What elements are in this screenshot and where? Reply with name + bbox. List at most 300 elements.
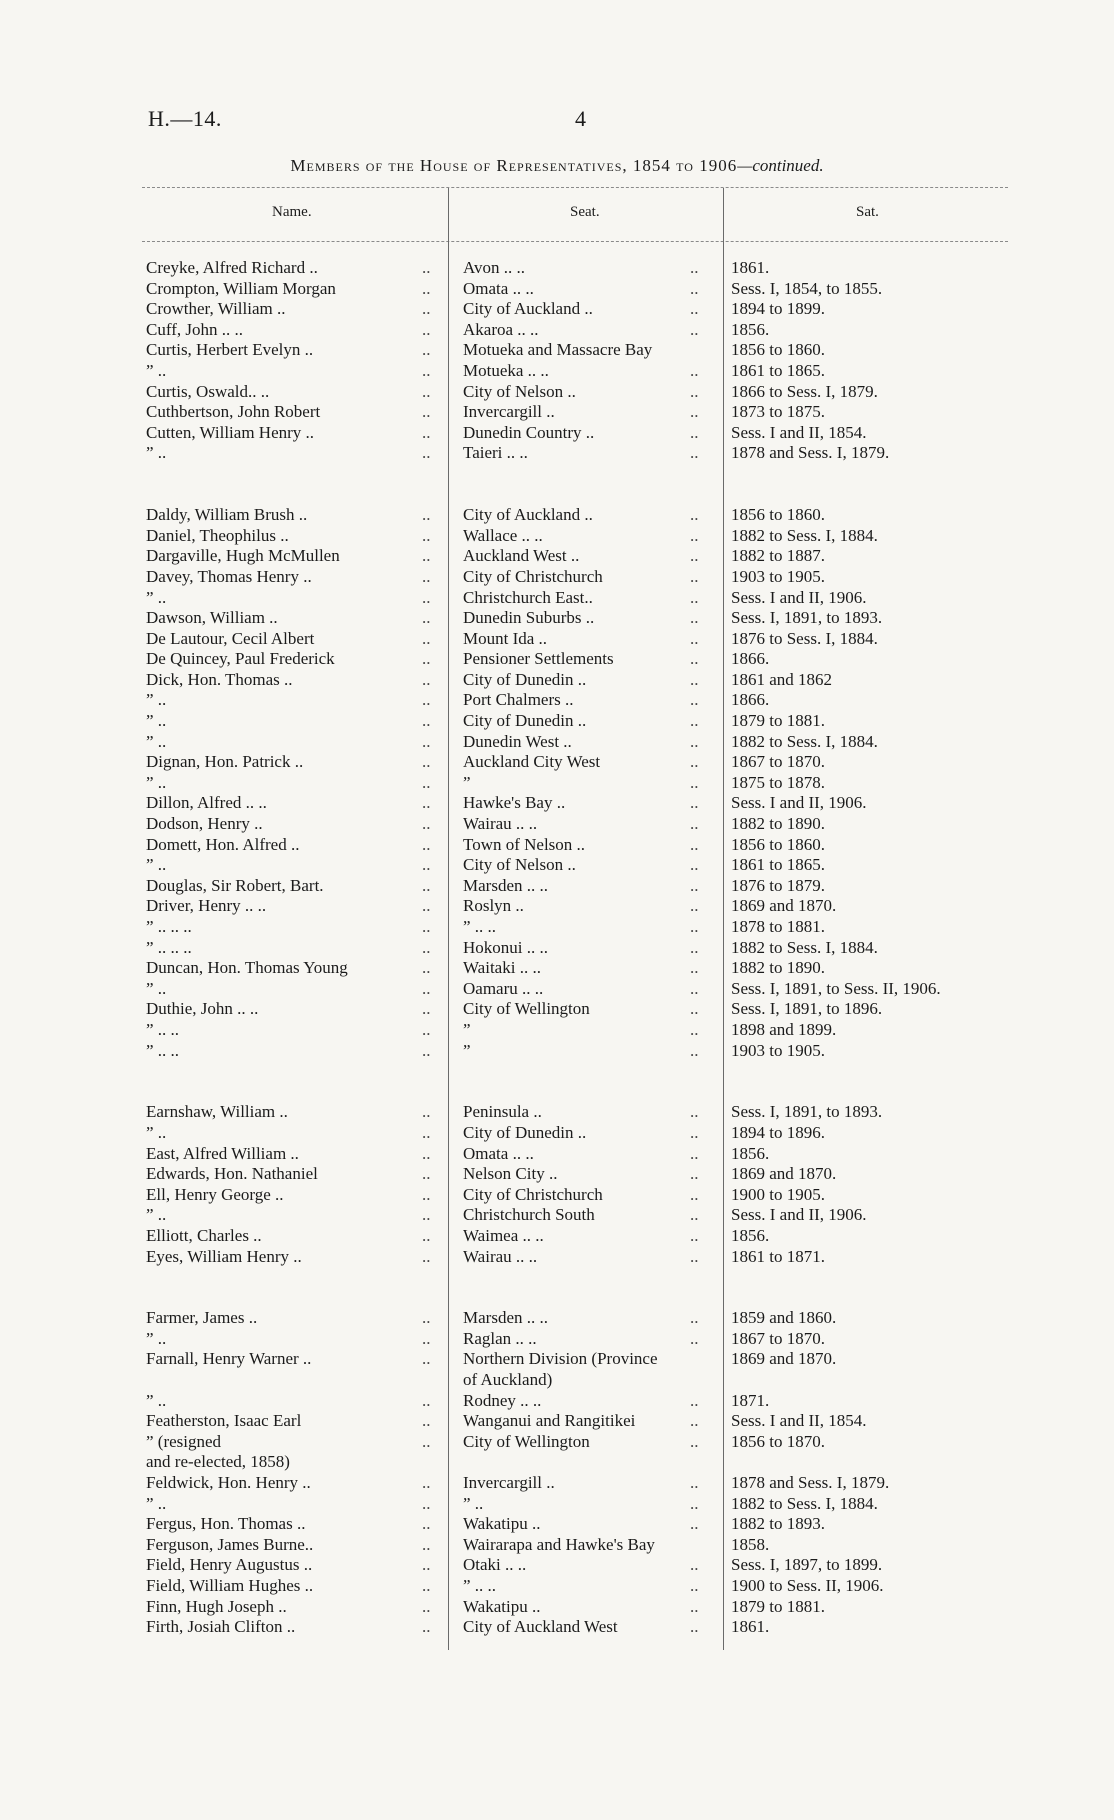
leader-dots: .. bbox=[690, 731, 699, 751]
member-name: ” .. bbox=[146, 1205, 167, 1225]
member-sat: 1875 to 1878. bbox=[731, 772, 825, 792]
member-name: Field, Henry Augustus .. bbox=[146, 1555, 313, 1575]
leader-dots: .. bbox=[690, 546, 699, 566]
table-row bbox=[0, 1597, 1114, 1618]
table-row bbox=[0, 382, 1114, 403]
table-row bbox=[0, 1617, 1114, 1638]
table-row bbox=[0, 1308, 1114, 1329]
member-seat: Dunedin Suburbs .. bbox=[463, 608, 595, 628]
leader-dots: .. bbox=[422, 1019, 431, 1039]
member-sat: 1861 and 1862 bbox=[731, 669, 833, 689]
leader-dots: .. bbox=[422, 1143, 431, 1163]
member-sat: 1903 to 1905. bbox=[731, 1040, 825, 1060]
member-name: Domett, Hon. Alfred .. bbox=[146, 834, 300, 854]
member-sat: 1861 to 1865. bbox=[731, 855, 825, 875]
leader-dots: .. bbox=[422, 669, 431, 689]
leader-dots: .. bbox=[690, 999, 699, 1019]
member-seat: of Auckland) bbox=[463, 1370, 553, 1390]
member-seat: Motueka and Massacre Bay bbox=[463, 340, 653, 360]
member-name: De Lautour, Cecil Albert bbox=[146, 628, 315, 648]
member-sat: Sess. I and II, 1906. bbox=[731, 793, 867, 813]
leader-dots: .. bbox=[422, 587, 431, 607]
leader-dots: .. bbox=[690, 772, 699, 792]
member-sat: Sess. I and II, 1854. bbox=[731, 422, 867, 442]
member-seat: City of Auckland West bbox=[463, 1617, 618, 1637]
member-sat: 1856. bbox=[731, 1225, 770, 1245]
leader-dots: .. bbox=[422, 422, 431, 442]
member-sat: 1858. bbox=[731, 1534, 770, 1554]
leader-dots: .. bbox=[422, 258, 431, 277]
group-spacer bbox=[0, 464, 1114, 505]
leader-dots: .. bbox=[690, 258, 699, 277]
table-row bbox=[0, 1555, 1114, 1576]
leader-dots: .. bbox=[690, 1390, 699, 1410]
member-sat: 1861 to 1865. bbox=[731, 360, 825, 380]
member-sat: 1894 to 1896. bbox=[731, 1122, 825, 1142]
table-row bbox=[0, 917, 1114, 938]
member-sat: 1856 to 1860. bbox=[731, 834, 825, 854]
member-name: ” (resigned bbox=[146, 1431, 222, 1451]
leader-dots: .. bbox=[422, 1102, 431, 1122]
member-sat: 1859 and 1860. bbox=[731, 1308, 837, 1328]
member-name: Duthie, John .. .. bbox=[146, 999, 259, 1019]
member-name: ” .. bbox=[146, 1390, 167, 1410]
leader-dots: .. bbox=[690, 1102, 699, 1122]
leader-dots: .. bbox=[422, 875, 431, 895]
member-seat: Wallace .. .. bbox=[463, 525, 543, 545]
table-row bbox=[0, 1452, 1114, 1473]
table-row bbox=[0, 670, 1114, 691]
table-row bbox=[0, 1102, 1114, 1123]
leader-dots: .. bbox=[422, 278, 431, 298]
leader-dots: .. bbox=[422, 1473, 431, 1493]
member-sat: Sess. I and II, 1906. bbox=[731, 1205, 867, 1225]
leader-dots: .. bbox=[422, 937, 431, 957]
table-title-main: Members of the House of Representatives, 1854 to 1906 bbox=[290, 156, 738, 175]
leader-dots: .. bbox=[422, 1164, 431, 1184]
leader-dots: .. bbox=[422, 402, 431, 422]
leader-dots: .. bbox=[690, 1122, 699, 1142]
member-sat: 1861 to 1871. bbox=[731, 1246, 825, 1266]
leader-dots: .. bbox=[690, 752, 699, 772]
member-name: Crowther, William .. bbox=[146, 299, 286, 319]
table-row bbox=[0, 629, 1114, 650]
table-row bbox=[0, 1411, 1114, 1432]
member-name: Dodson, Henry .. bbox=[146, 814, 263, 834]
leader-dots: .. bbox=[422, 608, 431, 628]
table-row bbox=[0, 814, 1114, 835]
member-name: Field, William Hughes .. bbox=[146, 1576, 314, 1595]
member-name: Davey, Thomas Henry .. bbox=[146, 566, 312, 586]
leader-dots: .. bbox=[690, 1576, 699, 1595]
member-sat: 1856 to 1860. bbox=[731, 505, 825, 525]
member-name: Firth, Josiah Clifton .. bbox=[146, 1617, 296, 1637]
leader-dots: .. bbox=[422, 525, 431, 545]
member-sat: 1882 to Sess. I, 1884. bbox=[731, 937, 878, 957]
member-sat: Sess. I, 1891, to 1893. bbox=[731, 608, 883, 628]
table-row bbox=[0, 979, 1114, 1000]
member-sat: 1861. bbox=[731, 1617, 770, 1637]
member-seat: Avon .. .. bbox=[463, 258, 526, 277]
table-title-cont: —continued. bbox=[737, 156, 824, 175]
leader-dots: .. bbox=[690, 1019, 699, 1039]
member-seat: Oamaru .. .. bbox=[463, 978, 544, 998]
member-sat: 1882 to 1890. bbox=[731, 814, 825, 834]
member-sat: 1894 to 1899. bbox=[731, 299, 825, 319]
member-sat: 1873 to 1875. bbox=[731, 402, 825, 422]
member-seat: City of Dunedin .. bbox=[463, 711, 587, 731]
member-name: Earnshaw, William .. bbox=[146, 1102, 288, 1122]
leader-dots: .. bbox=[422, 814, 431, 834]
leader-dots: .. bbox=[690, 690, 699, 710]
member-seat: Akaroa .. .. bbox=[463, 319, 539, 339]
member-seat: City of Auckland .. bbox=[463, 505, 593, 525]
member-seat: City of Nelson .. bbox=[463, 381, 576, 401]
leader-dots: .. bbox=[690, 855, 699, 875]
member-sat: 1856 to 1860. bbox=[731, 340, 825, 360]
table-row bbox=[0, 773, 1114, 794]
group-spacer bbox=[0, 1061, 1114, 1102]
leader-dots: .. bbox=[690, 1164, 699, 1184]
table-row bbox=[0, 711, 1114, 732]
member-seat: City of Auckland .. bbox=[463, 299, 593, 319]
member-seat: Marsden .. .. bbox=[463, 875, 548, 895]
member-seat: City of Dunedin .. bbox=[463, 669, 587, 689]
member-seat: Waimea .. .. bbox=[463, 1225, 544, 1245]
table-title bbox=[0, 156, 1114, 176]
member-name: Cuthbertson, John Robert bbox=[146, 402, 321, 422]
leader-dots: .. bbox=[690, 628, 699, 648]
leader-dots: .. bbox=[422, 1617, 431, 1637]
member-name: De Quincey, Paul Frederick bbox=[146, 649, 335, 669]
member-sat: 1866. bbox=[731, 690, 770, 710]
leader-dots: .. bbox=[422, 1493, 431, 1513]
member-sat: 1867 to 1870. bbox=[731, 1328, 825, 1348]
member-name: Daldy, William Brush .. bbox=[146, 505, 308, 525]
leader-dots: .. bbox=[690, 834, 699, 854]
member-name: Farmer, James .. bbox=[146, 1308, 258, 1328]
member-seat: Omata .. .. bbox=[463, 1143, 534, 1163]
member-seat: Marsden .. .. bbox=[463, 1308, 548, 1328]
leader-dots: .. bbox=[690, 319, 699, 339]
member-name: ” .. bbox=[146, 772, 167, 792]
member-name: Dick, Hon. Thomas .. bbox=[146, 669, 293, 689]
member-name: ” .. bbox=[146, 587, 167, 607]
member-sat: 1866 to Sess. I, 1879. bbox=[731, 381, 878, 401]
table-row bbox=[0, 1329, 1114, 1350]
leader-dots: .. bbox=[422, 1308, 431, 1328]
leader-dots: .. bbox=[690, 1514, 699, 1534]
leader-dots: .. bbox=[422, 299, 431, 319]
member-sat: Sess. I, 1891, to 1893. bbox=[731, 1102, 883, 1122]
leader-dots: .. bbox=[422, 958, 431, 978]
leader-dots: .. bbox=[422, 1514, 431, 1534]
leader-dots: .. bbox=[422, 1576, 431, 1595]
member-name: Featherston, Isaac Earl bbox=[146, 1411, 302, 1431]
member-seat: Otaki .. .. bbox=[463, 1555, 527, 1575]
member-seat: Waitaki .. .. bbox=[463, 958, 541, 978]
member-name: Cutten, William Henry .. bbox=[146, 422, 315, 442]
leader-dots: .. bbox=[422, 1390, 431, 1410]
member-seat: Town of Nelson .. bbox=[463, 834, 586, 854]
member-seat: ” bbox=[463, 1019, 471, 1039]
leader-dots: .. bbox=[422, 381, 431, 401]
table-row bbox=[0, 999, 1114, 1020]
leader-dots: .. bbox=[422, 1411, 431, 1431]
member-sat: 1882 to 1890. bbox=[731, 958, 825, 978]
leader-dots: .. bbox=[690, 1431, 699, 1451]
table-row bbox=[0, 1020, 1114, 1041]
member-seat: Dunedin West .. bbox=[463, 731, 572, 751]
leader-dots: .. bbox=[690, 278, 699, 298]
member-name: Fergus, Hon. Thomas .. bbox=[146, 1514, 306, 1534]
member-sat: Sess. I, 1891, to 1896. bbox=[731, 999, 883, 1019]
member-sat: 1871. bbox=[731, 1390, 770, 1410]
member-sat: 1869 and 1870. bbox=[731, 1164, 837, 1184]
member-sat: 1882 to Sess. I, 1884. bbox=[731, 1493, 878, 1513]
member-seat: Raglan .. .. bbox=[463, 1328, 537, 1348]
member-seat: ” .. .. bbox=[463, 917, 497, 936]
member-name: Ferguson, James Burne.. bbox=[146, 1534, 314, 1554]
leader-dots: .. bbox=[422, 772, 431, 792]
leader-dots: .. bbox=[690, 711, 699, 731]
member-name: Duncan, Hon. Thomas Young bbox=[146, 958, 348, 978]
member-sat: 1876 to Sess. I, 1884. bbox=[731, 628, 878, 648]
leader-dots: .. bbox=[690, 608, 699, 628]
leader-dots: .. bbox=[422, 731, 431, 751]
member-seat: Invercargill .. bbox=[463, 402, 555, 422]
member-seat: ” .. .. bbox=[463, 1576, 497, 1595]
member-sat: Sess. I and II, 1906. bbox=[731, 587, 867, 607]
member-name: Curtis, Oswald.. .. bbox=[146, 381, 270, 401]
member-seat: Peninsula .. bbox=[463, 1102, 542, 1122]
member-seat: Roslyn .. bbox=[463, 896, 524, 916]
table-row bbox=[0, 1391, 1114, 1412]
member-name: Dargaville, Hugh McMullen bbox=[146, 546, 340, 566]
member-name: Daniel, Theophilus .. bbox=[146, 525, 289, 545]
table-row bbox=[0, 1164, 1114, 1185]
member-name: Driver, Henry .. .. bbox=[146, 896, 267, 916]
member-group bbox=[0, 1308, 1114, 1638]
leader-dots: .. bbox=[690, 814, 699, 834]
member-seat: Christchurch South bbox=[463, 1205, 595, 1225]
table-row bbox=[0, 299, 1114, 320]
member-seat: Pensioner Settlements bbox=[463, 649, 614, 669]
member-name: Eyes, William Henry .. bbox=[146, 1246, 302, 1266]
leader-dots: .. bbox=[690, 917, 699, 936]
table-row bbox=[0, 340, 1114, 361]
leader-dots: .. bbox=[690, 299, 699, 319]
table-row bbox=[0, 1432, 1114, 1453]
leader-dots: .. bbox=[422, 690, 431, 710]
leader-dots: .. bbox=[690, 1328, 699, 1348]
leader-dots: .. bbox=[690, 1040, 699, 1060]
leader-dots: .. bbox=[422, 1040, 431, 1060]
leader-dots: .. bbox=[690, 402, 699, 422]
table-row bbox=[0, 1205, 1114, 1226]
member-sat: 1900 to Sess. II, 1906. bbox=[731, 1576, 884, 1595]
table-row bbox=[0, 1576, 1114, 1597]
table-row bbox=[0, 279, 1114, 300]
leader-dots: .. bbox=[422, 917, 431, 936]
member-sat: 1882 to 1887. bbox=[731, 546, 825, 566]
table-row bbox=[0, 1473, 1114, 1494]
member-name: ” .. bbox=[146, 360, 167, 380]
table-row bbox=[0, 505, 1114, 526]
table-row bbox=[0, 1514, 1114, 1535]
member-sat: 1900 to 1905. bbox=[731, 1184, 825, 1204]
leader-dots: .. bbox=[690, 566, 699, 586]
table-row bbox=[0, 855, 1114, 876]
col-header-seat: Seat. bbox=[570, 204, 600, 220]
member-sat: 1869 and 1870. bbox=[731, 1349, 837, 1369]
leader-dots: .. bbox=[422, 1122, 431, 1142]
table-row bbox=[0, 1226, 1114, 1247]
leader-dots: .. bbox=[690, 1246, 699, 1266]
members-table-body bbox=[0, 258, 1114, 1638]
table-row bbox=[0, 1123, 1114, 1144]
member-name: Creyke, Alfred Richard .. bbox=[146, 258, 318, 277]
member-sat: 1878 and Sess. I, 1879. bbox=[731, 1473, 890, 1493]
leader-dots: .. bbox=[690, 525, 699, 545]
member-seat: Wakatipu .. bbox=[463, 1514, 541, 1534]
member-seat: Christchurch East.. bbox=[463, 587, 593, 607]
leader-dots: .. bbox=[690, 1225, 699, 1245]
table-row bbox=[0, 1494, 1114, 1515]
leader-dots: .. bbox=[690, 1493, 699, 1513]
leader-dots: .. bbox=[690, 1411, 699, 1431]
col-header-name: Name. bbox=[272, 204, 312, 220]
member-seat: Omata .. .. bbox=[463, 278, 534, 298]
member-seat: Auckland City West bbox=[463, 752, 601, 772]
table-row bbox=[0, 690, 1114, 711]
member-seat: Taieri .. .. bbox=[463, 443, 528, 463]
member-name: Dillon, Alfred .. .. bbox=[146, 793, 267, 813]
member-seat: Wairarapa and Hawke's Bay bbox=[463, 1534, 655, 1554]
table-row bbox=[0, 1370, 1114, 1391]
member-seat: Auckland West .. bbox=[463, 546, 580, 566]
member-seat: Dunedin Country .. bbox=[463, 422, 595, 442]
member-sat: 1882 to 1893. bbox=[731, 1514, 825, 1534]
table-row bbox=[0, 608, 1114, 629]
member-name: Dignan, Hon. Patrick .. bbox=[146, 752, 304, 772]
leader-dots: .. bbox=[422, 711, 431, 731]
leader-dots: .. bbox=[422, 834, 431, 854]
page-ref: H.—14. bbox=[148, 106, 222, 131]
table-row bbox=[0, 546, 1114, 567]
leader-dots: .. bbox=[422, 855, 431, 875]
leader-dots: .. bbox=[690, 587, 699, 607]
leader-dots: .. bbox=[690, 422, 699, 442]
member-seat: City of Dunedin .. bbox=[463, 1122, 587, 1142]
member-seat: Hokonui .. .. bbox=[463, 937, 548, 957]
leader-dots: .. bbox=[422, 505, 431, 525]
member-name: Finn, Hugh Joseph .. bbox=[146, 1596, 287, 1616]
header-rule-top bbox=[142, 187, 1008, 188]
member-name: ” .. bbox=[146, 1122, 167, 1142]
member-name: ” .. bbox=[146, 731, 167, 751]
member-name: ” .. bbox=[146, 690, 167, 710]
member-sat: Sess. I, 1897, to 1899. bbox=[731, 1555, 883, 1575]
leader-dots: .. bbox=[690, 1596, 699, 1616]
member-name: ” .. .. .. bbox=[146, 917, 192, 936]
table-row bbox=[0, 649, 1114, 670]
member-sat: 1856. bbox=[731, 319, 770, 339]
leader-dots: .. bbox=[422, 999, 431, 1019]
leader-dots: .. bbox=[422, 1246, 431, 1266]
leader-dots: .. bbox=[690, 793, 699, 813]
member-name: ” .. bbox=[146, 1493, 167, 1513]
table-row bbox=[0, 752, 1114, 773]
table-row bbox=[0, 258, 1114, 279]
leader-dots: .. bbox=[690, 978, 699, 998]
member-name: Feldwick, Hon. Henry .. bbox=[146, 1473, 311, 1493]
leader-dots: .. bbox=[422, 1596, 431, 1616]
member-sat: 1898 and 1899. bbox=[731, 1019, 837, 1039]
member-name: Edwards, Hon. Nathaniel bbox=[146, 1164, 318, 1184]
leader-dots: .. bbox=[422, 546, 431, 566]
leader-dots: .. bbox=[422, 1534, 431, 1554]
table-row bbox=[0, 793, 1114, 814]
member-seat: City of Christchurch bbox=[463, 566, 603, 586]
leader-dots: .. bbox=[422, 793, 431, 813]
member-seat: ” bbox=[463, 1040, 471, 1060]
member-seat: ” .. bbox=[463, 1493, 484, 1513]
member-sat: 1867 to 1870. bbox=[731, 752, 825, 772]
leader-dots: .. bbox=[422, 566, 431, 586]
member-seat: Mount Ida .. bbox=[463, 628, 548, 648]
leader-dots: .. bbox=[422, 319, 431, 339]
leader-dots: .. bbox=[690, 443, 699, 463]
member-name: ” .. .. bbox=[146, 1040, 180, 1060]
member-name: Douglas, Sir Robert, Bart. bbox=[146, 875, 324, 895]
member-name: and re-elected, 1858) bbox=[146, 1452, 290, 1472]
table-row bbox=[0, 958, 1114, 979]
member-group bbox=[0, 1102, 1114, 1267]
member-name: ” .. .. .. bbox=[146, 937, 192, 957]
table-row bbox=[0, 320, 1114, 341]
member-name: ” .. bbox=[146, 1328, 167, 1348]
leader-dots: .. bbox=[422, 1349, 431, 1369]
leader-dots: .. bbox=[690, 1308, 699, 1328]
leader-dots: .. bbox=[422, 360, 431, 380]
leader-dots: .. bbox=[690, 875, 699, 895]
member-name: East, Alfred William .. bbox=[146, 1143, 299, 1163]
leader-dots: .. bbox=[690, 360, 699, 380]
member-sat: 1856. bbox=[731, 1143, 770, 1163]
leader-dots: .. bbox=[690, 1184, 699, 1204]
group-spacer bbox=[0, 1267, 1114, 1308]
member-seat: City of Christchurch bbox=[463, 1184, 603, 1204]
leader-dots: .. bbox=[422, 1225, 431, 1245]
table-row bbox=[0, 588, 1114, 609]
table-row bbox=[0, 1349, 1114, 1370]
member-sat: 1861. bbox=[731, 258, 770, 277]
leader-dots: .. bbox=[422, 752, 431, 772]
member-seat: Motueka .. .. bbox=[463, 360, 549, 380]
member-seat: Wanganui and Rangitikei bbox=[463, 1411, 636, 1431]
leader-dots: .. bbox=[422, 978, 431, 998]
member-seat: City of Nelson .. bbox=[463, 855, 576, 875]
member-group bbox=[0, 258, 1114, 464]
leader-dots: .. bbox=[422, 443, 431, 463]
leader-dots: .. bbox=[690, 1617, 699, 1637]
member-name: ” .. .. bbox=[146, 1019, 180, 1039]
member-sat: 1882 to Sess. I, 1884. bbox=[731, 731, 878, 751]
member-seat: ” bbox=[463, 772, 471, 792]
member-name: Farnall, Henry Warner .. bbox=[146, 1349, 312, 1369]
leader-dots: .. bbox=[422, 896, 431, 916]
